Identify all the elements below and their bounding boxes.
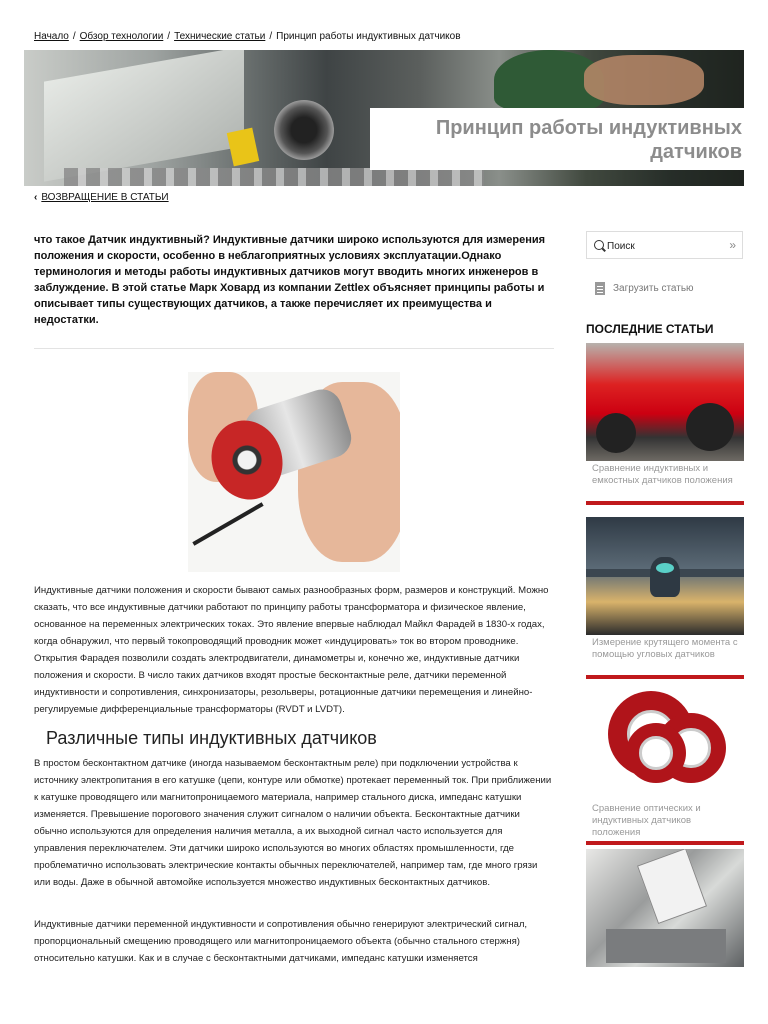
machine-base (606, 929, 726, 963)
back-to-articles-label: ВОЗВРАЩЕНИЕ В СТАТЬИ (41, 192, 169, 203)
vehicle-wheel (686, 403, 734, 451)
section-heading: Различные типы индуктивных датчиков (46, 728, 377, 748)
article-accent-bar (586, 675, 744, 679)
upload-article-link[interactable] (595, 282, 694, 295)
machine-head (637, 849, 707, 924)
search-input[interactable] (605, 236, 719, 256)
vehicle-wheel (596, 413, 636, 453)
chevron-left-icon: ‹ (34, 192, 38, 203)
breadcrumb-tech-articles-link[interactable]: Технические статьи (174, 31, 266, 42)
article-caption: Измерение крутящего момента с помощью угловых датчиков (592, 637, 738, 660)
article-intro: что такое Датчик индуктивный? Индуктивные датчики широко используются для измерения положения и скорости, особенно в неблагоприятных условиях эксплуатации.Однако терминология и методы работы индуктивных датчиков могут вводить многих инженеров в заблуждение. В этой статье Марк Ховард из компании Zettlex объясняет принципы работы и описывает типы существующих датчиков, а также перечисляет их преимущества и недостатки. (34, 234, 546, 326)
recent-article-card[interactable] (586, 517, 744, 679)
breadcrumb-tech-overview-link[interactable]: Обзор технологии (79, 31, 164, 42)
breadcrumb-home-link[interactable]: Начало (34, 31, 69, 42)
hero-machine-plate (44, 50, 244, 182)
recent-article-card[interactable] (586, 343, 744, 505)
breadcrumb-current: Принцип работы индуктивных датчиков (276, 31, 461, 42)
body-paragraph: Индуктивные датчики переменной индуктивности и сопротивления обычно генерируют электрический сигнал, пропорциональный смещению проводящего или магнитопроницаемого объекта (обычно стального стержня) относительно катушки. Как и в случае с бесконтактными датчиками, импеданс катушки изменяется (34, 919, 528, 964)
breadcrumb-separator: / (269, 31, 273, 42)
sensor-cable (192, 502, 263, 545)
article-accent-bar (586, 841, 744, 845)
back-to-articles-link[interactable] (34, 192, 169, 203)
search-icon (594, 240, 604, 250)
recent-article-card[interactable] (586, 683, 744, 845)
article-accent-bar (586, 501, 744, 505)
hero-banner (24, 50, 744, 186)
hero-machine-lens (274, 100, 334, 160)
breadcrumb-separator: / (167, 31, 171, 42)
body-paragraph: В простом бесконтактном датчике (иногда называемом бесконтактным реле) при подключении устройства к источнику электропитания в его катушке (цепи, контуре или обмотке) протекает переменный ток. При приближении к катушке проводящего или магнитопроницаемого материала, например стального диска, импеданс катушки изменяется. Превышение порогового значения служит сигналом о наличии объекта. Бесконтактные датчики обычно используются для определения наличия металла, а их выходной сигнал часто используется для управления переключателем. Эти датчики широко используются во многих областях промышленности, где проблематично использовать электрические контакты обычных переключателей, например там, где много грязи или воды. Даже в обычной автомойке используется множество индуктивных бесконтактных датчиков. (34, 758, 552, 888)
article-thumbnail (586, 849, 744, 967)
recent-articles-heading: ПОСЛЕДНИЕ СТАТЬИ (586, 322, 714, 336)
hero-machine-rails (64, 168, 484, 186)
sensor-in-hand-image (188, 372, 400, 572)
document-icon (595, 282, 605, 295)
article-caption: Сравнение оптических и индуктивных датчиков положения (592, 803, 701, 838)
article-thumbnail (586, 683, 744, 801)
body-paragraph: Индуктивные датчики положения и скорости бывают самых разнообразных форм, размеров и конструкций. Можно сказать, что все индуктивные датчики работают по принципу работы трансформатора и физическое явление, основанное на переменных электрических токах. Это явление впервые наблюдал Майкл Фарадей в 1830-х годах, когда обнаружил, что первый токопроводящий проводник может «индуцировать» ток во втором проводнике. Открытия Фарадея позволили создать электродвигатели, динамометры и, конечно же, индуктивные датчики положения и скорости. В число таких датчиков входят простые бесконтактные реле, датчики переменной индуктивности и сопротивления, синхронизаторы, резольверы, ротационные датчики перемещения и линейно-регулируемые дифференциальные трансформаторы (RVDT и LVDT). (34, 585, 549, 715)
breadcrumb-separator: / (72, 31, 76, 42)
article-caption: Сравнение индуктивных и емкостных датчиков положения (592, 463, 733, 486)
laser-warning-sign (227, 128, 260, 167)
breadcrumb (34, 31, 461, 42)
page-title: Принцип работы индуктивных датчиков (435, 117, 742, 163)
article-thumbnail (586, 343, 744, 461)
article-thumbnail (586, 517, 744, 635)
encoder-ring (626, 723, 686, 783)
upload-article-label: Загрузить статью (613, 283, 694, 295)
intro-divider (34, 348, 554, 349)
hero-worker-face (584, 55, 704, 105)
search-submit-button[interactable]: » (729, 238, 736, 252)
search-box (586, 231, 743, 259)
recent-article-card[interactable] (586, 849, 744, 967)
aircraft-cockpit (656, 563, 674, 573)
hero-title-box (370, 108, 744, 170)
